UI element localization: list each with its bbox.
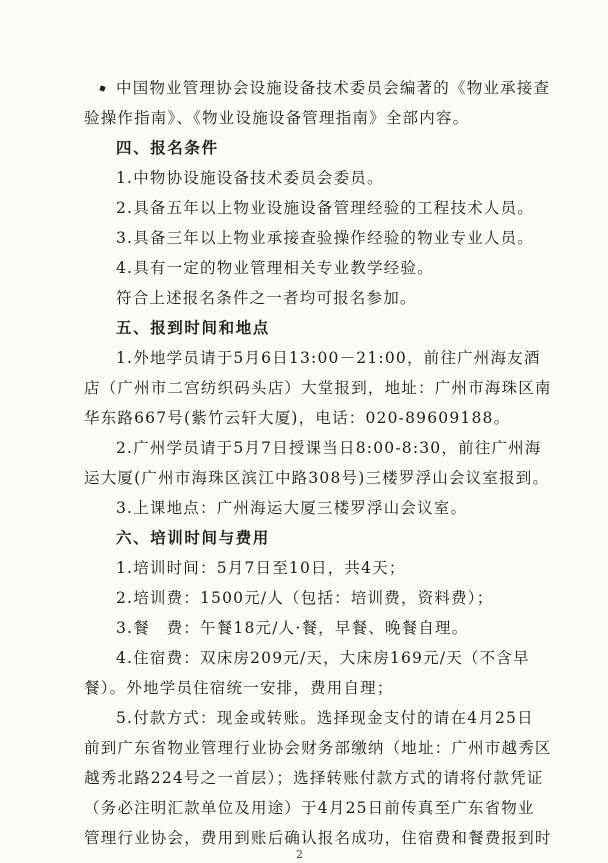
section-6-line-6: 5.付款方式：现金或转账。选择现金支付的请在4月25日 — [116, 709, 534, 727]
page-number: 2 — [296, 848, 303, 861]
section-heading-5: 五、报到时间和地点 — [116, 319, 270, 337]
section-5-line-5: 运大厦(广州市海珠区滨江中路308号)三楼罗浮山会议室报到。 — [84, 469, 550, 487]
section-4-line-3: 3.具备三年以上物业承接查验操作经验的物业专业人员。 — [116, 229, 534, 247]
section-6-line-5: 餐）。外地学员住宿统一安排，费用自理； — [84, 679, 394, 697]
intro-line-2: 验操作指南》、《物业设施设备管理指南》全部内容。 — [84, 109, 470, 127]
section-4-line-4: 4.具有一定的物业管理相关专业教学经验。 — [116, 259, 434, 277]
section-5-line-1: 1.外地学员请于5月6日13:00－21:00，前往广州海友酒 — [116, 349, 541, 367]
section-heading-6: 六、培训时间与费用 — [116, 529, 270, 547]
section-6-line-3: 3.餐 费：午餐18元/人·餐，早餐、晚餐自理。 — [116, 619, 469, 637]
bullet-mark — [99, 85, 105, 91]
section-6-line-4: 4.住宿费：双床房209元/天，大床房169元/天（不含早 — [116, 649, 530, 667]
section-6-line-8: 越秀北路224号之一首层）；选择转账付款方式的请将付款凭证 — [84, 769, 544, 787]
section-6-line-7: 前到广东省物业管理行业协会财务部缴纳（地址：广州市越秀区 — [84, 739, 552, 757]
section-4-line-2: 2.具备五年以上物业设施设备管理经验的工程技术人员。 — [116, 199, 534, 217]
section-5-line-4: 2.广州学员请于5月7日授课当日8:00-8:30，前往广州海 — [116, 439, 542, 457]
section-heading-4: 四、报名条件 — [116, 139, 219, 157]
section-6-line-2: 2.培训费：1500元/人（包括：培训费，资料费）； — [116, 589, 494, 607]
section-5-line-3: 华东路667号(紫竹云轩大厦)，电话：020-89609188。 — [84, 409, 511, 427]
intro-line-1: 中国物业管理协会设施设备技术委员会编著的《物业承接查 — [116, 79, 551, 97]
section-6-line-10: 管理行业协会，费用到账后确认报名成功，住宿费和餐费报到时 — [84, 829, 552, 847]
section-4-line-1: 1.中物协设施设备技术委员会委员。 — [116, 169, 384, 187]
section-5-line-6: 3.上课地点：广州海运大厦三楼罗浮山会议室。 — [116, 499, 468, 517]
section-6-line-9: （务必注明汇款单位及用途）于4月25日前传真至广东省物业 — [84, 799, 535, 817]
section-5-line-2: 店（广州市二宫纺织码头店）大堂报到，地址：广州市海珠区南 — [84, 379, 552, 397]
section-4-line-5: 符合上述报名条件之一者均可报名参加。 — [116, 289, 417, 307]
section-6-line-1: 1.培训时间：5月7日至10日，共4天； — [116, 559, 406, 577]
